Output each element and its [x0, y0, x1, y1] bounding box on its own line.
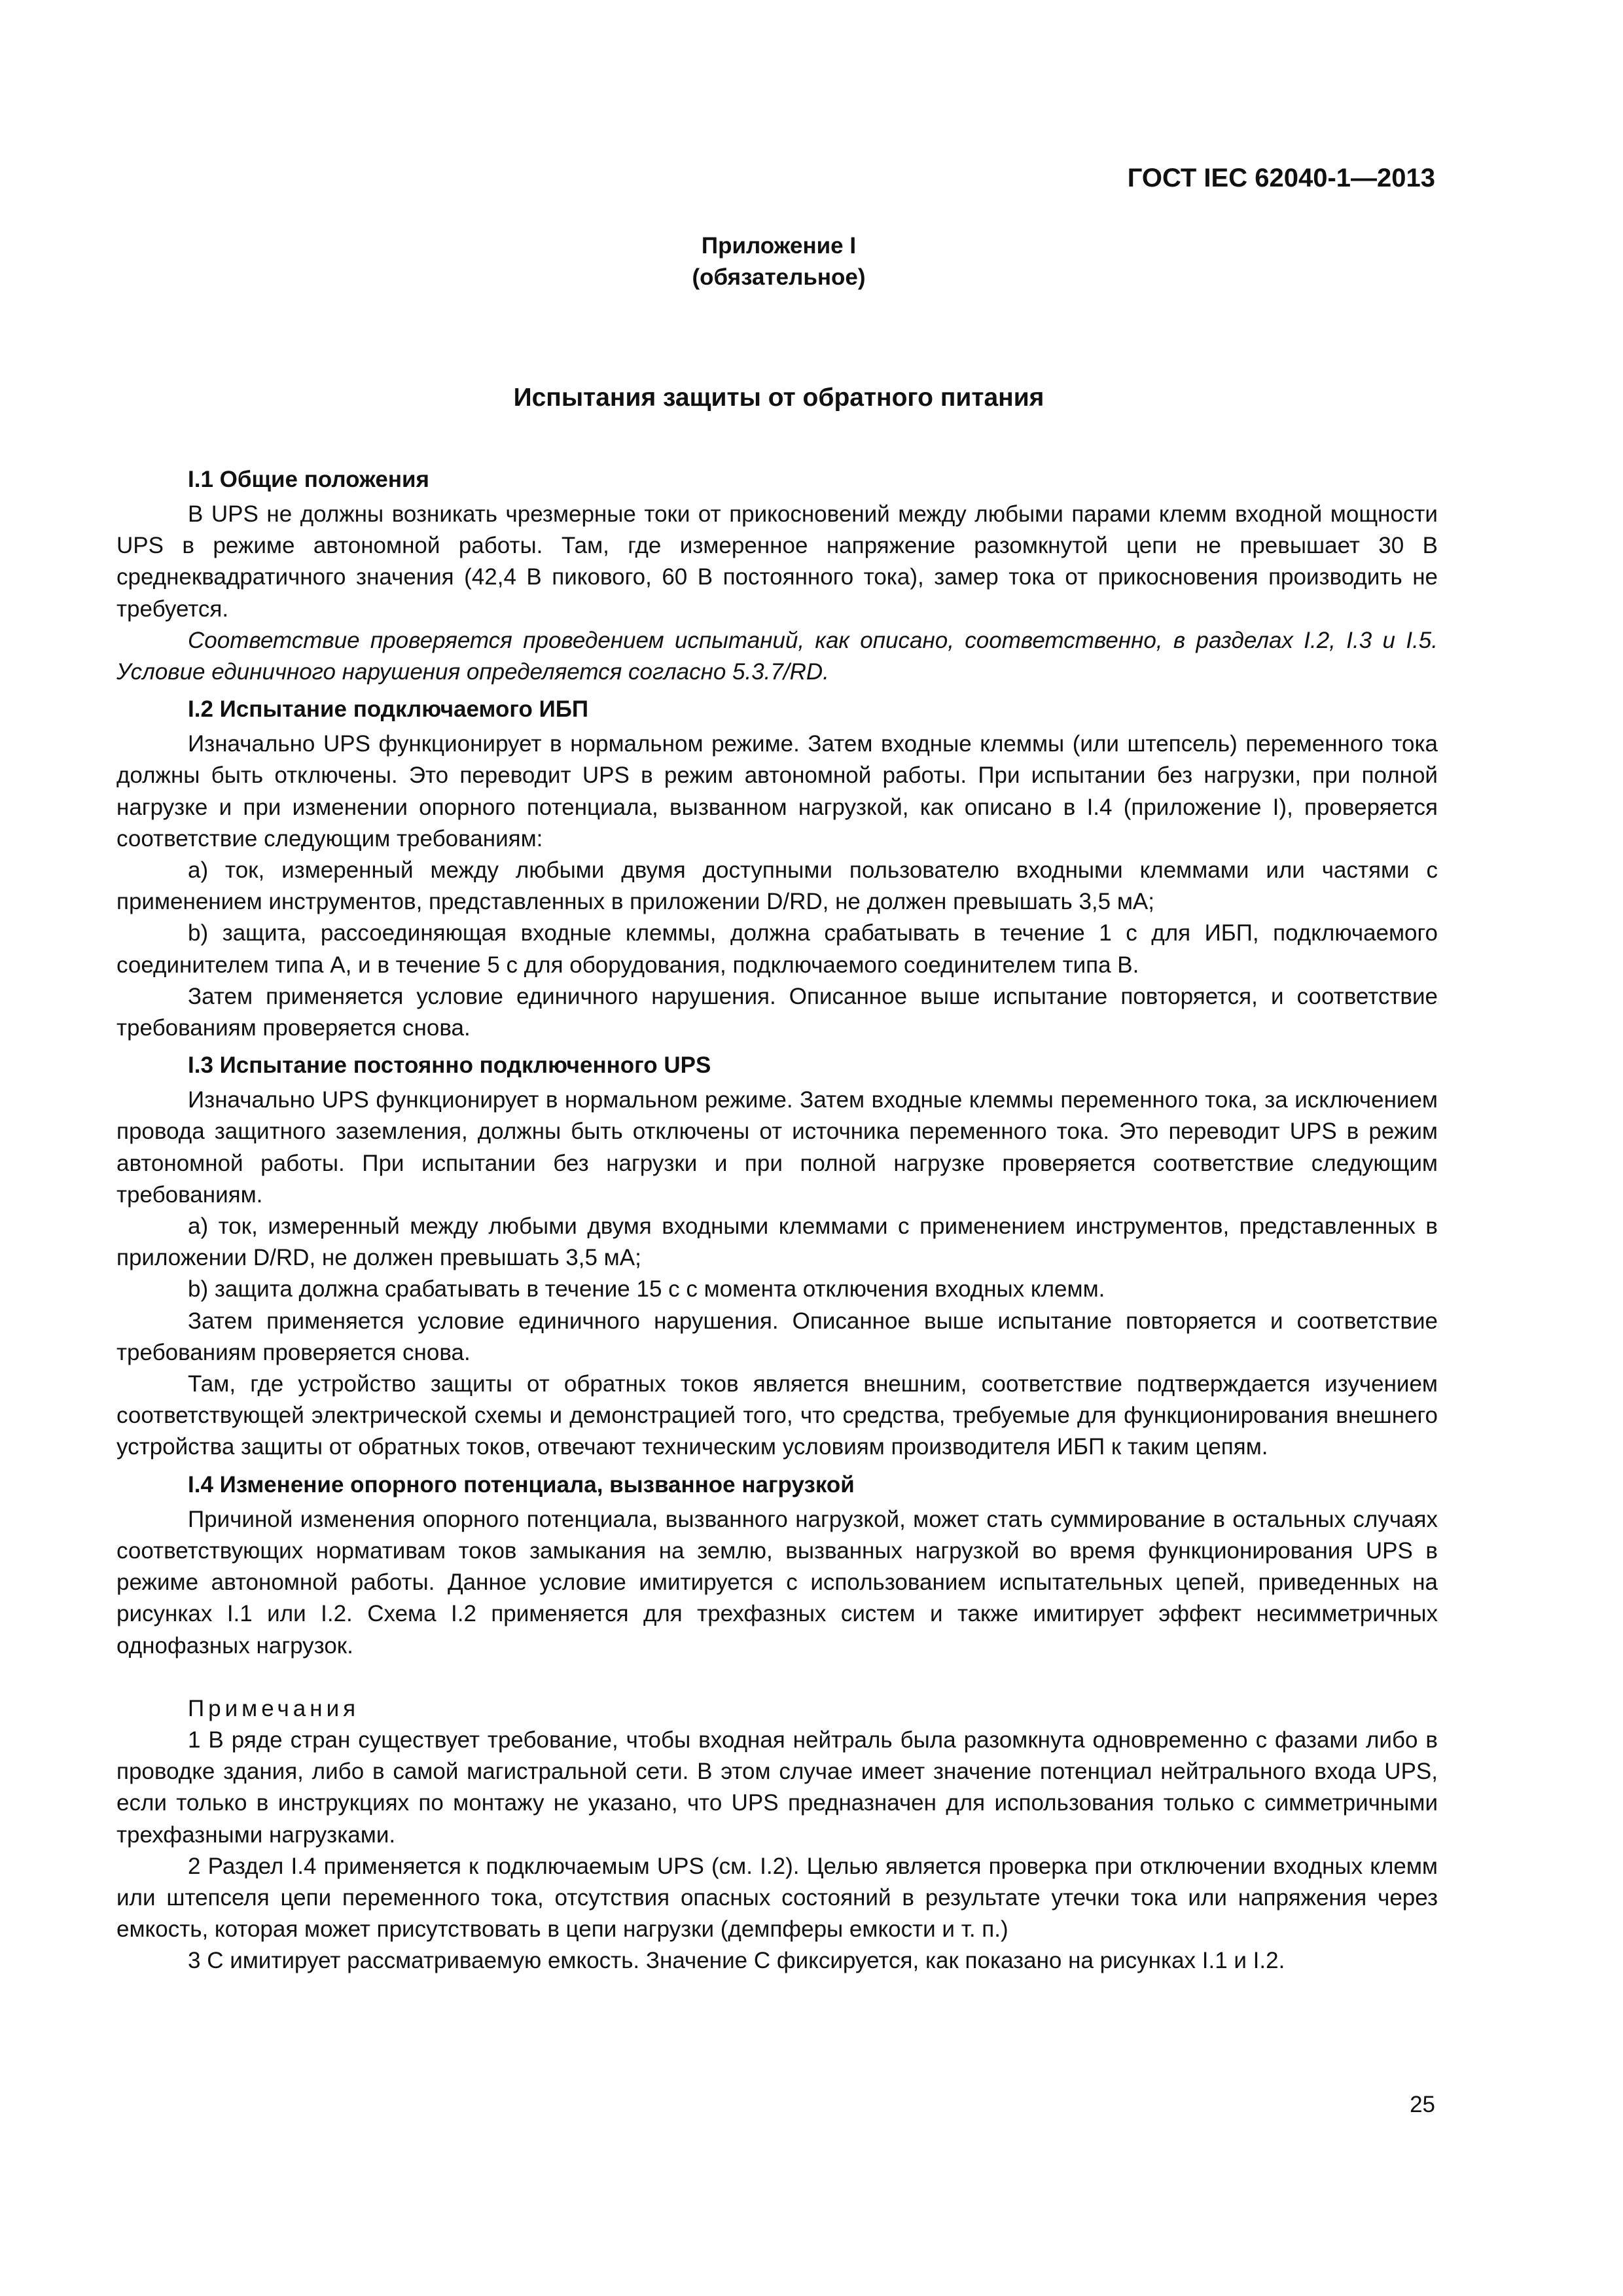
- paragraph: В UPS не должны возникать чрезмерные токи от прикосновений между любыми парами клемм входной мощности UPS в режиме автономной работы. Там, где измеренное напряжение разомкнутой цепи не превышает 30 В среднеквадратичного значения (42,4 В пикового, 60 В постоянного тока), замер тока от прикосновения производить не требуется.: [116, 501, 1438, 622]
- list-item: b) защита, рассоединяющая входные клеммы, должна срабатывать в течение 1 с для ИБП, подключаемого соединителем типа А, и в течение 5 с для оборудования, подключаемого соединителем типа В.: [116, 920, 1438, 978]
- note-item: 2 Раздел I.4 применяется к подключаемым UPS (см. I.2). Целью является проверка при отключении входных клемм или штепселя цепи переменного тока, отсутствия опасных состояний в результате утечки тока или напряжения через емкость, которая может присутствовать в цепи нагрузки (демпферы емкости и т. п.): [116, 1853, 1438, 1943]
- paragraph: Затем применяется условие единичного нарушения. Описанное выше испытание повторяется и соответствие требованиям проверяется снова.: [116, 1308, 1438, 1365]
- section-heading-i1: I.1 Общие положения: [188, 467, 429, 492]
- section-heading-i3: I.3 Испытание постоянно подключенного UPS: [188, 1052, 711, 1079]
- paragraph: Причиной изменения опорного потенциала, вызванного нагрузкой, может стать суммирование в остальных случаях соответствующих нормативам токов замыкания на землю, вызванных нагрузкой во время функционирования UPS в режиме автономной работы. Данное условие имитируется с использованием испытательных цепей, приведенных на рисунках I.1 или I.2. Схема I.2 применяется для трехфазных систем и также имитирует эффект несимметричных однофазных нагрузок.: [116, 1506, 1438, 1659]
- section-heading-i4: I.4 Изменение опорного потенциала, вызванное нагрузкой: [188, 1471, 855, 1498]
- paragraph: Затем применяется условие единичного нарушения. Описанное выше испытание повторяется, и соответствие требованиям проверяется снова.: [116, 983, 1438, 1041]
- section-heading-i2: I.2 Испытание подключаемого ИБП: [188, 696, 589, 723]
- paragraph: Там, где устройство защиты от обратных токов является внешним, соответствие подтверждается изучением соответствующей электрической схемы и демонстрацией того, что средства, требуемые для функционирования внешнего устройства защиты от обратных токов, отвечают техническим условиям производителя ИБП к таким цепям.: [116, 1371, 1438, 1460]
- annex-heading: [0, 230, 1558, 293]
- list-item: b) защита должна срабатывать в течение 15 с с момента отключения входных клемм.: [188, 1276, 1105, 1302]
- notes-title: Примечания: [188, 1695, 360, 1721]
- paragraph: Изначально UPS функционирует в нормальном режиме. Затем входные клеммы (или штепсель) переменного тока должны быть отключены. Это переводит UPS в режим автономной работы. При испытании без нагрузки, при полной нагрузке и при изменении опорного потенциала, вызванном нагрузкой, как описано в I.4 (приложение I), проверяется соответствие следующим требованиям:: [116, 731, 1438, 852]
- paragraph: Изначально UPS функционирует в нормальном режиме. Затем входные клеммы переменного тока, за исключением провода защитного заземления, должны быть отключены от источника переменного тока. Это переводит UPS в режим автономной работы. При испытании без нагрузки и при полной нагрузке проверяется соответствие следующим требованиям.: [116, 1087, 1438, 1208]
- list-item: a) ток, измеренный между любыми двумя входными клеммами с применением инструментов, представленных в приложении D/RD, не должен превышать 3,5 мА;: [116, 1213, 1438, 1271]
- page-number: 25: [1410, 2092, 1435, 2117]
- standard-id: ГОСТ IEC 62040-1—2013: [1127, 164, 1435, 192]
- note-item: 1 В ряде стран существует требование, чтобы входная нейтраль была разомкнута одновременно с фазами либо в проводке здания, либо в самой магистральной сети. В этом случае имеет значение потенциал нейтрального входа UPS, если только в инструкциях по монтажу не указано, что UPS предназначен для использования только с симметричными трехфазными нагрузками.: [116, 1727, 1438, 1848]
- notes-block: [116, 1693, 1438, 1977]
- annex-type: (обязательное): [692, 264, 866, 290]
- note-item: 3 С имитирует рассматриваемую емкость. Значение С фиксируется, как показано на рисунках I.1 и I.2.: [188, 1948, 1285, 1974]
- annex-label: Приложение I: [701, 233, 857, 259]
- list-item: a) ток, измеренный между любыми двумя доступными пользователю входными клеммами или частями с применением инструментов, представленных в приложении D/RD, не должен превышать 3,5 мА;: [116, 857, 1438, 915]
- document-body: [116, 458, 1438, 1977]
- annex-title: Испытания защиты от обратного питания: [513, 384, 1044, 412]
- paragraph-compliance: Соответствие проверяется проведением испытаний, как описано, соответственно, в разделах I.2, I.3 и I.5. Условие единичного нарушения определяется согласно 5.3.7/RD.: [116, 627, 1438, 685]
